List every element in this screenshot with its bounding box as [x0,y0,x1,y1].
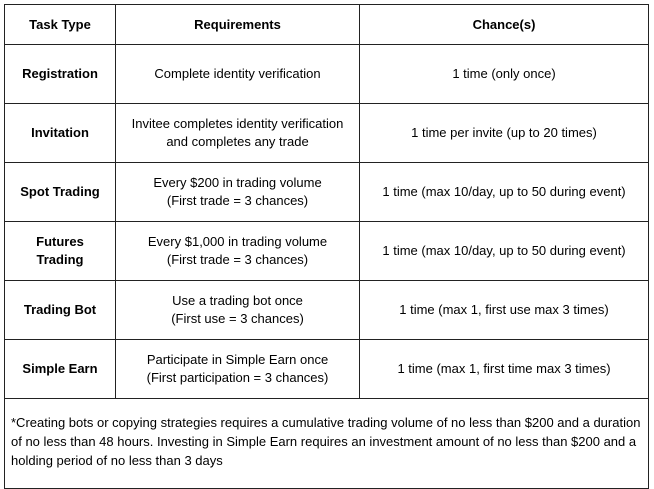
requirement-text: (First trade = 3 chances) [166,252,309,267]
footnote-text: *Creating bots or copying strategies requires a cumulative trading volume of no less than $200 and a duration of no less than 48 hours. Investing in Simple Earn requires an investment amount of no less than $200 and a holding period of no less than 3 days [5,399,649,489]
task-type-text: Registration [22,66,98,81]
table-row [5,45,649,104]
requirement-text: Every $1,000 in trading volume [147,234,328,249]
table-row [5,340,649,399]
chance-cell: 1 time (max 10/day, up to 50 during event) [360,222,649,281]
requirement-cell [116,163,360,222]
task-type-text: Trading Bot [23,302,97,317]
requirement-text: Complete identity verification [154,66,321,81]
chance-cell: 1 time (only once) [360,45,649,104]
chance-cell: 1 time (max 10/day, up to 50 during event) [360,163,649,222]
task-type-cell [5,340,116,399]
table-row [5,163,649,222]
task-type-cell [5,163,116,222]
header-requirements: Requirements [116,5,360,45]
task-table-container [4,4,649,489]
requirement-text: Every $200 in trading volume [153,175,322,190]
chance-cell: 1 time (max 1, first use max 3 times) [360,281,649,340]
requirement-cell [116,104,360,163]
task-type-cell [5,104,116,163]
chance-cell: 1 time per invite (up to 20 times) [360,104,649,163]
requirement-cell [116,281,360,340]
task-type-cell [5,222,116,281]
chance-cell: 1 time (max 1, first time max 3 times) [360,340,649,399]
requirement-text: Invitee completes identity verification [131,116,344,131]
task-type-text: Invitation [31,125,89,140]
requirement-text: Use a trading bot once [172,293,303,308]
requirement-text: (First participation = 3 chances) [146,370,329,385]
requirement-cell [116,222,360,281]
task-type-text: Simple Earn [22,361,98,376]
task-type-text: Trading [36,252,84,267]
table-header-row [5,5,649,45]
task-type-cell [5,45,116,104]
task-type-text: Spot Trading [20,184,100,199]
task-type-cell [5,281,116,340]
requirement-text: and completes any trade [166,134,309,149]
requirement-text: (First trade = 3 chances) [166,193,309,208]
header-task-type: Task Type [5,5,116,45]
requirement-text: (First use = 3 chances) [171,311,304,326]
requirement-cell [116,45,360,104]
table-row [5,281,649,340]
header-chances: Chance(s) [360,5,649,45]
task-type-text: Futures [36,234,84,249]
requirement-cell [116,340,360,399]
table-row [5,222,649,281]
footnote-row [5,399,649,489]
table-row [5,104,649,163]
task-table [4,4,649,489]
requirement-text: Participate in Simple Earn once [146,352,329,367]
